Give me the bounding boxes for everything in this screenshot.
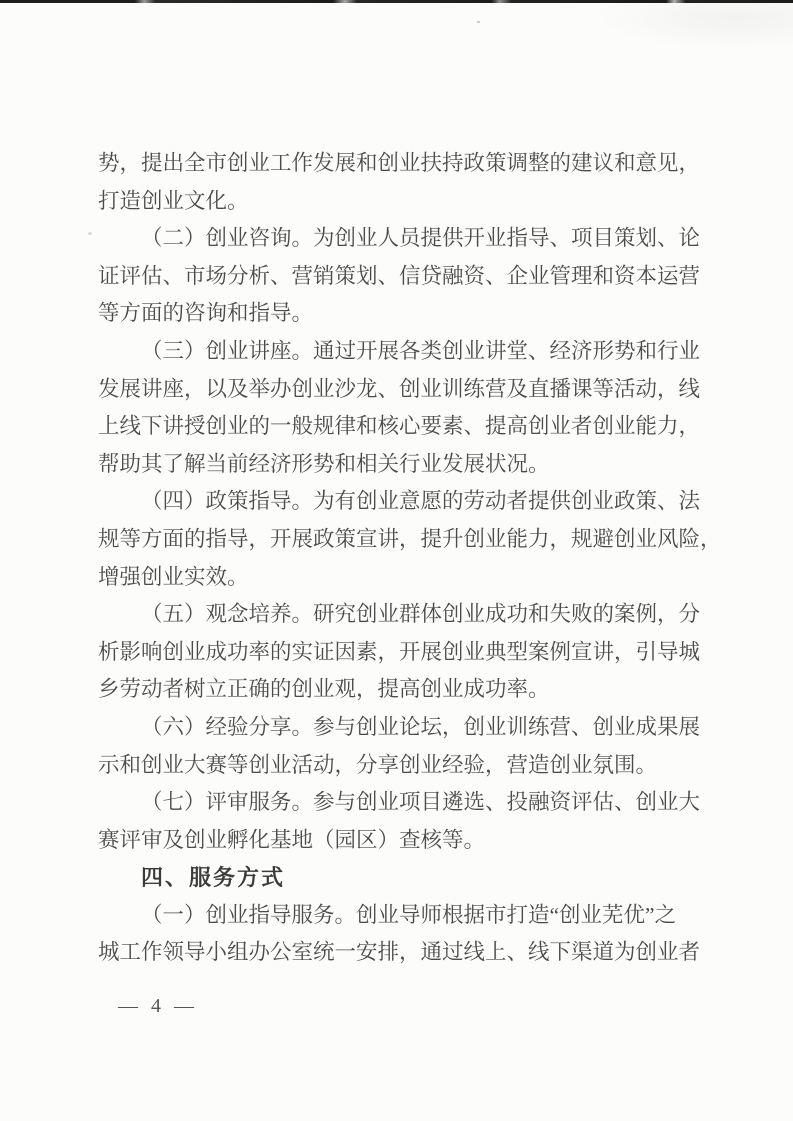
doc-line-item-6-start: （六）经验分享。参与创业论坛，创业训练营、创业成果展 [141,714,701,739]
scan-speck [88,232,92,235]
doc-line: 证评估、市场分析、营销策划、信贷融资、企业管理和资本运营 [98,263,701,288]
section-heading-service-methods: 四、服务方式 [141,865,286,891]
document-body [98,145,738,972]
doc-line-item-4-start: （四）政策指导。为有创业意愿的劳动者提供创业政策、法 [141,489,701,514]
doc-line: 乡劳动者树立正确的创业观，提高创业成功率。 [98,677,550,702]
doc-line: 帮助其了解当前经济形势和相关行业发展状况。 [98,451,550,476]
doc-line-item-3-start: （三）创业讲座。通过开展各类创业讲堂、经济形势和行业 [141,338,701,363]
doc-line: 赛评审及创业孵化基地（园区）查核等。 [98,827,486,852]
doc-line: 上线下讲授创业的一般规律和核心要素、提高创业者创业能力， [98,414,701,439]
scan-smudge [593,3,793,51]
doc-line-item-2-start: （二）创业咨询。为创业人员提供开业指导、项目策划、论 [141,226,701,251]
doc-line: 发展讲座，以及举办创业沙龙、创业训练营及直播课等活动，线 [98,376,701,401]
doc-line-item-7-start: （七）评审服务。参与创业项目遴选、投融资评估、创业大 [141,790,701,815]
page-number: — 4 — [118,995,198,1017]
doc-line: 增强创业实效。 [98,564,249,589]
doc-line: 打造创业文化。 [98,188,249,213]
doc-line-continuation: 势，提出全市创业工作发展和创业扶持政策调整的建议和意见， [98,151,701,175]
doc-line: 析影响创业成功率的实证因素，开展创业典型案例宣讲，引导城 [98,639,701,664]
doc-line-item-1-start: （一）创业指导服务。创业导师根据市打造“创业芜优”之 [141,902,677,927]
doc-line: 示和创业大赛等创业活动，分享创业经验，营造创业氛围。 [98,752,658,777]
doc-line: 规等方面的指导，开展政策宣讲，提升创业能力，规避创业风险， [98,526,722,551]
doc-line: 等方面的咨询和指导。 [98,301,314,326]
doc-line-item-5-start: （五）观念培养。研究创业群体创业成功和失败的案例，分 [141,602,701,627]
doc-line: 城工作领导小组办公室统一安排，通过线上、线下渠道为创业者 [98,940,701,965]
scan-speck [477,21,480,23]
